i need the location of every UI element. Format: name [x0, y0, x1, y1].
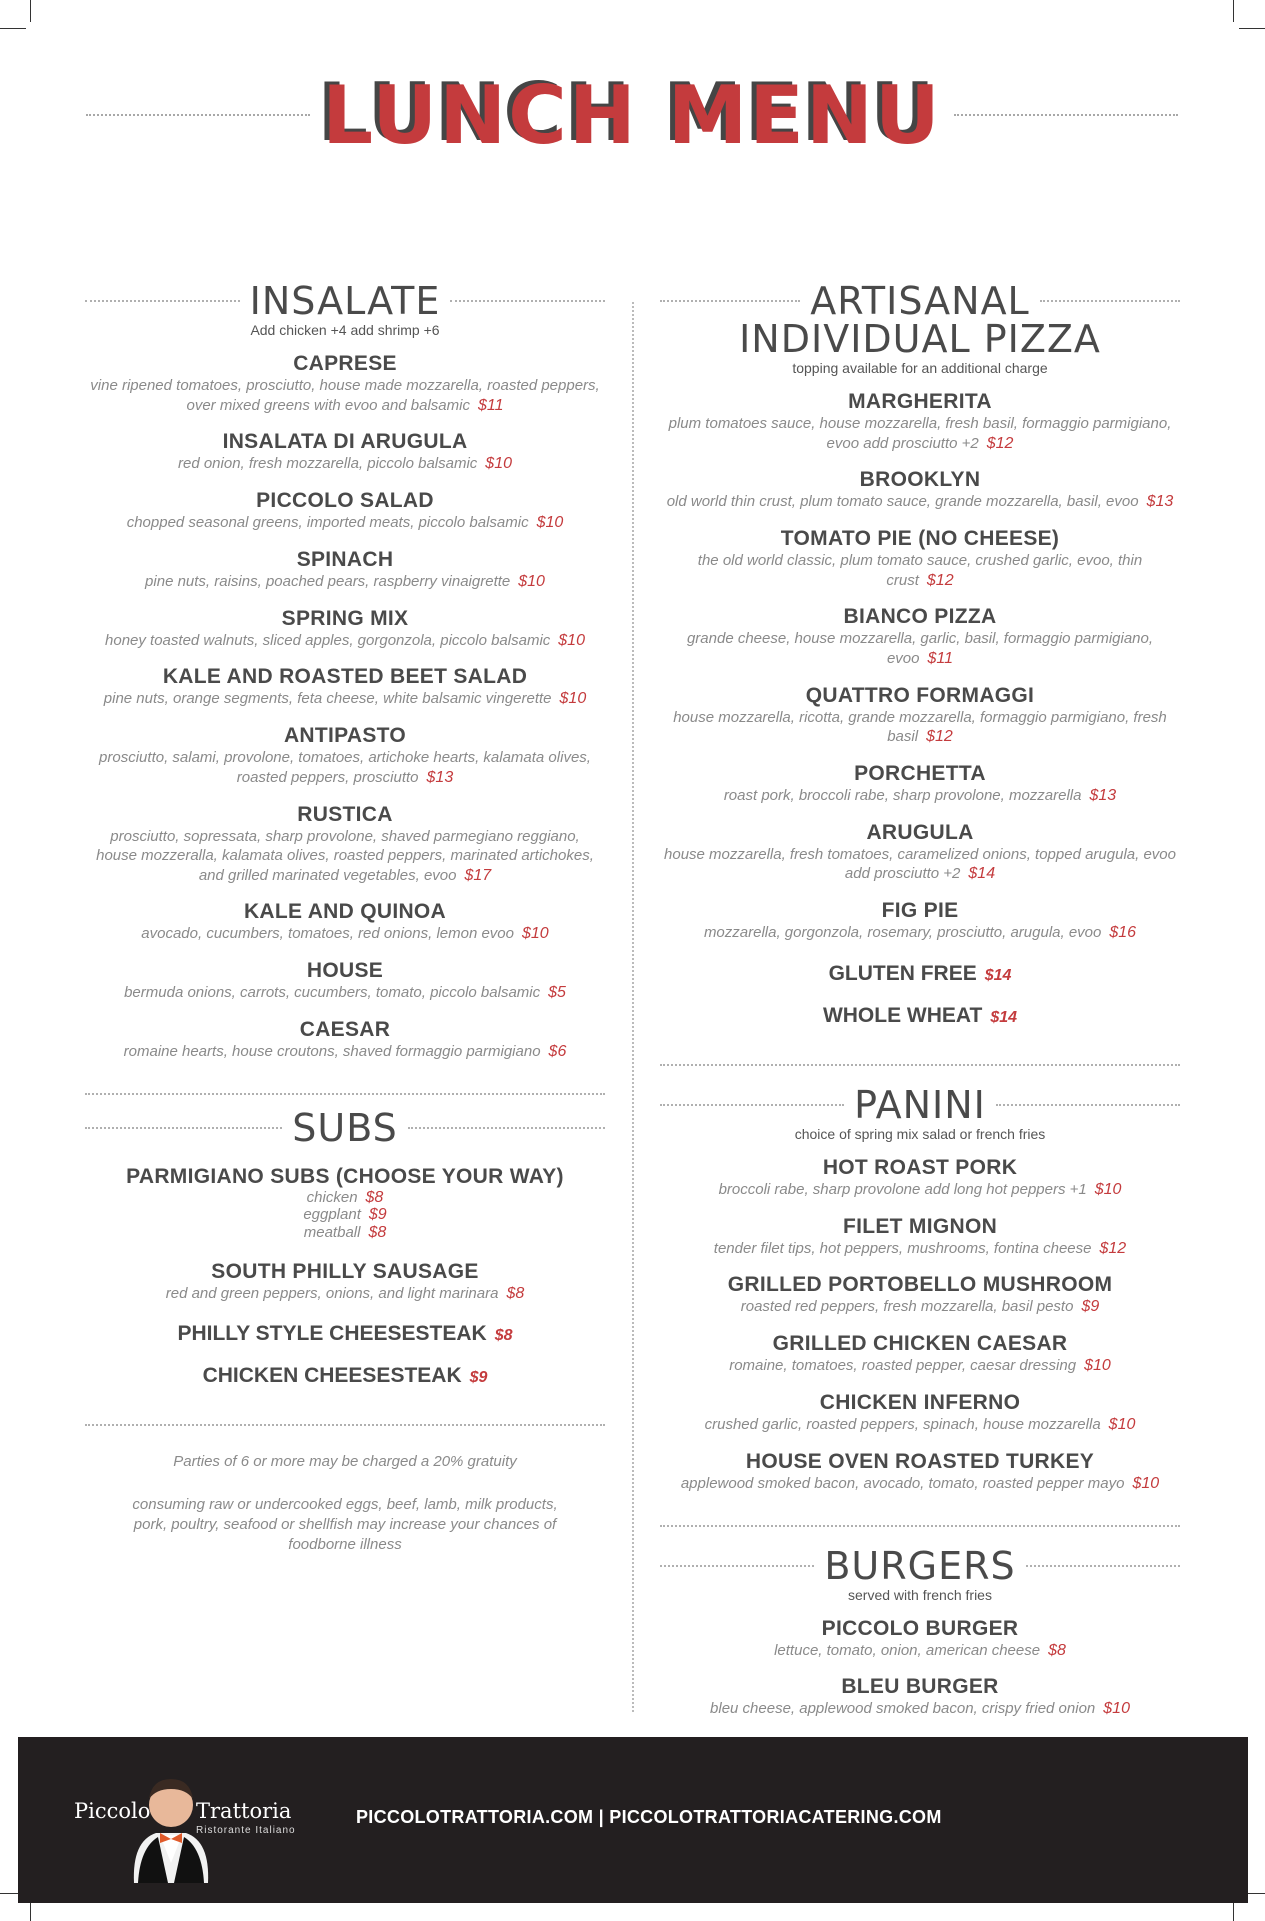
item-desc: bermuda onions, carrots, cucumbers, tomato, piccolo balsamic — [124, 984, 541, 1002]
item-description — [85, 454, 605, 475]
item-desc: avocado, cucumbers, tomatoes, red onions, lemon evoo — [141, 925, 514, 943]
menu-item — [85, 900, 605, 945]
section-title-panini: PANINI — [854, 1082, 986, 1127]
item-price: $8 — [506, 1284, 525, 1302]
item-description — [660, 1356, 1180, 1377]
menu-item — [660, 1004, 1180, 1028]
menu-item — [660, 762, 1180, 807]
title-row — [86, 70, 1178, 160]
item-name: ARUGULA — [866, 820, 974, 844]
item-desc: house mozzarella, fresh tomatoes, caramelized onions, topped arugula, evoo add prosciutto +2 — [664, 845, 1176, 883]
item-name: BLEU BURGER — [841, 1675, 999, 1699]
item-name: PHILLY STYLE CHEESESTEAK — [177, 1322, 487, 1346]
pizza-inline-list — [660, 962, 1180, 1028]
item-price: $11 — [927, 649, 954, 667]
insalate-header — [85, 279, 605, 323]
insalate-list — [85, 352, 605, 1063]
menu-item — [85, 1018, 605, 1063]
column-divider — [632, 302, 634, 1712]
menu-item — [85, 803, 605, 887]
right-column — [660, 279, 1180, 1772]
item-desc: honey toasted walnuts, sliced apples, gorgonzola, piccolo balsamic — [105, 631, 551, 649]
crop-mark — [30, 0, 31, 22]
item-desc: tender filet tips, hot peppers, mushrooms, fontina cheese — [713, 1239, 1092, 1257]
item-price: $10 — [1132, 1474, 1160, 1492]
item-description — [660, 786, 1180, 807]
title-divider — [954, 114, 1178, 116]
item-price: $10 — [559, 690, 587, 708]
item-name: GRILLED CHICKEN CAESAR — [772, 1332, 1068, 1356]
item-price: $13 — [1089, 786, 1117, 804]
item-price: $10 — [1103, 1700, 1130, 1718]
item-description — [660, 708, 1180, 748]
item-description — [85, 827, 605, 887]
item-name: KALE AND QUINOA — [243, 900, 447, 924]
item-description — [85, 983, 605, 1004]
option-name: meatball — [303, 1223, 361, 1241]
item-description — [660, 1297, 1180, 1318]
item-price: $14 — [990, 1008, 1018, 1026]
item-desc: roasted red peppers, fresh mozzarella, basil pesto — [740, 1298, 1074, 1316]
option-price: $8 — [368, 1223, 387, 1241]
item-description — [85, 748, 605, 788]
parm-options — [85, 1189, 605, 1242]
item-name: INSALATA DI ARUGULA — [222, 430, 468, 454]
item-price: $13 — [426, 768, 454, 786]
item-description — [660, 551, 1180, 591]
burgers-header — [660, 1543, 1180, 1588]
footer — [18, 1737, 1248, 1903]
item-name: TOMATO PIE (NO CHEESE) — [780, 527, 1060, 551]
item-desc: pine nuts, orange segments, feta cheese, white balsamic vingerette — [103, 690, 552, 708]
waiter-icon — [56, 1763, 306, 1883]
item-name: CAPRESE — [293, 352, 397, 375]
menu-item — [660, 527, 1180, 591]
panini-subtitle: choice of spring mix salad or french fries — [794, 1125, 1046, 1142]
item-price: $9 — [469, 1369, 488, 1387]
gratuity-note: Parties of 6 or more may be charged a 20% gratuity — [173, 1453, 517, 1471]
section-title-pizza-line2: INDIVIDUAL PIZZA — [739, 317, 1101, 361]
logo[interactable] — [56, 1763, 306, 1883]
item-price: $12 — [986, 434, 1014, 452]
menu-item — [660, 899, 1180, 944]
item-name: HOUSE OVEN ROASTED TURKEY — [745, 1449, 1095, 1473]
menu-item — [85, 959, 605, 1004]
menu-item — [660, 605, 1180, 669]
menu-item — [660, 1675, 1180, 1720]
item-name: CHICKEN INFERNO — [819, 1391, 1021, 1415]
item-description — [660, 414, 1180, 454]
item-name: MARGHERITA — [848, 390, 992, 413]
item-desc: bleu cheese, applewood smoked bacon, crispy fried onion — [710, 1700, 1096, 1718]
item-desc: lettuce, tomato, onion, american cheese — [774, 1641, 1041, 1659]
item-price: $13 — [1146, 493, 1174, 511]
item-description — [660, 845, 1180, 885]
item-price: $10 — [1108, 1416, 1136, 1434]
item-price: $6 — [548, 1042, 567, 1060]
crop-mark — [1239, 28, 1265, 29]
item-price: $12 — [1099, 1239, 1127, 1257]
item-desc: red onion, fresh mozzarella, piccolo balsamic — [177, 455, 478, 473]
menu-item — [85, 548, 605, 593]
item-price: $10 — [518, 572, 545, 590]
item-description — [660, 1474, 1180, 1495]
item-description — [660, 1239, 1180, 1260]
menu-item — [660, 684, 1180, 748]
item-description — [660, 923, 1180, 944]
item-name: CAESAR — [299, 1017, 391, 1041]
item-description — [660, 629, 1180, 669]
item-price: $12 — [926, 571, 954, 589]
item-desc: house mozzarella, ricotta, grande mozzarella, formaggio parmigiano, fresh basil — [673, 708, 1167, 746]
parm-option — [85, 1189, 605, 1207]
left-column — [85, 279, 605, 1555]
menu-item — [660, 962, 1180, 986]
item-price: $5 — [548, 984, 566, 1002]
item-name: ANTIPASTO — [283, 724, 407, 748]
section-title-subs: SUBS — [292, 1105, 398, 1150]
item-name: BROOKLYN — [859, 468, 981, 492]
parm-option — [85, 1206, 605, 1224]
item-name: FIG PIE — [881, 899, 959, 923]
item-name: FILET MIGNON — [842, 1214, 998, 1238]
item-price: $14 — [968, 865, 996, 883]
pizza-list — [660, 390, 1180, 944]
food-warning: consuming raw or undercooked eggs, beef, lamb, milk products, pork, poultry, seafood or shellfish may increase your chances of foodborne illness — [132, 1495, 558, 1554]
item-name: QUATTRO FORMAGGI — [805, 683, 1035, 707]
item-name: KALE AND ROASTED BEET SALAD — [162, 665, 528, 689]
menu-item — [660, 1156, 1180, 1201]
subs-inline-list — [85, 1322, 605, 1388]
logo-text-left: Piccolo — [74, 1799, 151, 1823]
item-name: GLUTEN FREE — [828, 961, 977, 985]
menu-item — [660, 468, 1180, 513]
item-description — [85, 376, 605, 416]
item-price: $8 — [494, 1327, 513, 1345]
menu-item — [660, 1391, 1180, 1436]
item-desc: applewood smoked bacon, avocado, tomato, roasted pepper mayo — [680, 1474, 1125, 1492]
item-desc: chopped seasonal greens, imported meats, piccolo balsamic — [126, 514, 529, 532]
section-divider — [85, 1093, 605, 1095]
menu-item — [660, 390, 1180, 454]
footer-urls[interactable]: PICCOLOTRATTORIA.COM | PICCOLOTRATTORIACATERING.COM — [356, 1807, 942, 1827]
panini-header — [660, 1082, 1180, 1127]
pizza-subtitle: topping available for an additional charge — [792, 360, 1048, 376]
item-name: PICCOLO SALAD — [256, 489, 434, 513]
menu-item — [660, 1273, 1180, 1318]
item-description — [85, 1042, 605, 1063]
menu-item — [85, 1260, 605, 1305]
item-price: $17 — [464, 866, 492, 884]
menu-item — [85, 352, 605, 416]
item-desc: romaine, tomatoes, roasted pepper, caesar dressing — [729, 1357, 1077, 1375]
menu-item — [85, 1364, 605, 1388]
item-name: SOUTH PHILLY SAUSAGE — [211, 1259, 479, 1283]
item-name: PORCHETTA — [854, 761, 986, 785]
crop-mark — [1233, 0, 1234, 22]
item-price: $8 — [1048, 1641, 1066, 1659]
item-description — [85, 631, 605, 652]
item-desc: romaine hearts, house croutons, shaved formaggio parmigiano — [123, 1042, 541, 1060]
item-desc: grande cheese, house mozzarella, garlic, basil, formaggio parmigiano, evoo — [686, 630, 1154, 667]
logo-tagline: Ristorante Italiano — [196, 1825, 296, 1836]
subs-header — [85, 1105, 605, 1150]
menu-item — [660, 821, 1180, 885]
option-name: eggplant — [303, 1206, 361, 1224]
item-name: WHOLE WHEAT — [822, 1003, 983, 1027]
item-price: $12 — [926, 728, 953, 746]
menu-item — [660, 1450, 1180, 1495]
item-desc: mozzarella, gorgonzola, rosemary, prosciutto, arugula, evoo — [703, 924, 1102, 942]
item-name: CHICKEN CHEESESTEAK — [202, 1364, 462, 1388]
option-price: $8 — [365, 1188, 384, 1206]
item-desc: vine ripened tomatoes, prosciutto, house made mozzarella, roasted peppers, over mixed greens with evoo and balsamic — [90, 377, 600, 414]
menu-item — [85, 430, 605, 475]
item-description — [85, 924, 605, 945]
item-description — [660, 1641, 1180, 1662]
title-divider — [86, 114, 310, 116]
parm-option — [85, 1224, 605, 1242]
item-description — [85, 513, 605, 534]
item-desc: old world thin crust, plum tomato sauce, grande mozzarella, basil, evoo — [666, 493, 1139, 511]
item-name: PARMIGIANO SUBS (CHOOSE YOUR WAY) — [126, 1164, 564, 1188]
item-price: $10 — [1094, 1180, 1122, 1198]
section-title-burgers: BURGERS — [824, 1543, 1016, 1588]
menu-item — [85, 724, 605, 788]
item-name: HOT ROAST PORK — [822, 1155, 1018, 1179]
section-divider — [660, 1064, 1180, 1066]
menu-item — [85, 665, 605, 710]
item-price: $9 — [1081, 1298, 1100, 1316]
item-desc: the old world classic, plum tomato sauce, crushed garlic, evoo, thin crust — [697, 552, 1143, 589]
item-desc: crushed garlic, roasted peppers, spinach, house mozzarella — [704, 1416, 1101, 1434]
item-price: $10 — [485, 455, 512, 473]
item-desc: broccoli rabe, sharp provolone add long hot peppers +1 — [718, 1180, 1087, 1198]
item-price: $10 — [558, 631, 585, 649]
item-desc: roast pork, broccoli rabe, sharp provolone, mozzarella — [723, 786, 1082, 804]
item-price: $10 — [522, 925, 549, 943]
item-price: $10 — [536, 514, 564, 532]
logo-text-right: Trattoria — [196, 1799, 292, 1823]
menu-item — [660, 1332, 1180, 1377]
item-price: $11 — [477, 396, 504, 414]
item-name: RUSTICA — [297, 802, 393, 826]
item-price: $10 — [1084, 1357, 1111, 1375]
item-name: SPRING MIX — [281, 606, 409, 630]
item-desc: pine nuts, raisins, poached pears, raspberry vinaigrette — [145, 572, 511, 590]
crop-mark — [0, 28, 26, 29]
menu-item — [660, 1215, 1180, 1260]
item-desc: red and green peppers, onions, and light marinara — [165, 1284, 499, 1302]
menu-item — [660, 1617, 1180, 1662]
item-description — [85, 572, 605, 593]
insalate-subtitle: Add chicken +4 add shrimp +6 — [250, 322, 440, 338]
option-price: $9 — [368, 1206, 387, 1224]
page-title: LUNCH MENU — [322, 68, 942, 162]
item-name: PICCOLO BURGER — [821, 1616, 1019, 1640]
item-description — [660, 1180, 1180, 1201]
item-description — [660, 1415, 1180, 1436]
section-title-insalate: INSALATE — [249, 279, 441, 323]
item-desc: prosciutto, sopressata, sharp provolone, shaved parmegiano reggiano, house mozzeralla, kalamata olives, roasted peppers, marinated artichokes, and grilled marinated vegetables, evoo — [96, 827, 594, 884]
menu-item — [85, 607, 605, 652]
section-divider — [85, 1424, 605, 1426]
item-desc: plum tomatoes sauce, house mozzarella, fresh basil, formaggio parmigiano, evoo add prosciutto +2 — [668, 415, 1172, 452]
section-divider — [660, 1525, 1180, 1527]
item-description — [85, 689, 605, 710]
burgers-subtitle: served with french fries — [848, 1586, 992, 1603]
menu-item — [85, 1165, 605, 1242]
section-title-pizza-line1: ARTISANAL — [810, 279, 1030, 323]
menu-item — [85, 1322, 605, 1346]
pizza-header — [660, 279, 1180, 323]
item-price: $16 — [1109, 924, 1137, 942]
item-desc: prosciutto, salami, provolone, tomatoes, artichoke hearts, kalamata olives, roasted peppers, prosciutto — [99, 749, 591, 786]
item-name: GRILLED PORTOBELLO MUSHROOM — [727, 1273, 1113, 1297]
burgers-list — [660, 1617, 1180, 1721]
item-name: SPINACH — [296, 547, 394, 571]
item-name: HOUSE — [306, 959, 384, 983]
menu-item — [85, 489, 605, 534]
option-name: chicken — [306, 1188, 358, 1206]
item-description — [660, 1699, 1180, 1720]
item-price: $14 — [984, 966, 1012, 984]
item-description — [660, 492, 1180, 513]
item-name: BIANCO PIZZA — [843, 605, 997, 629]
panini-list — [660, 1156, 1180, 1495]
